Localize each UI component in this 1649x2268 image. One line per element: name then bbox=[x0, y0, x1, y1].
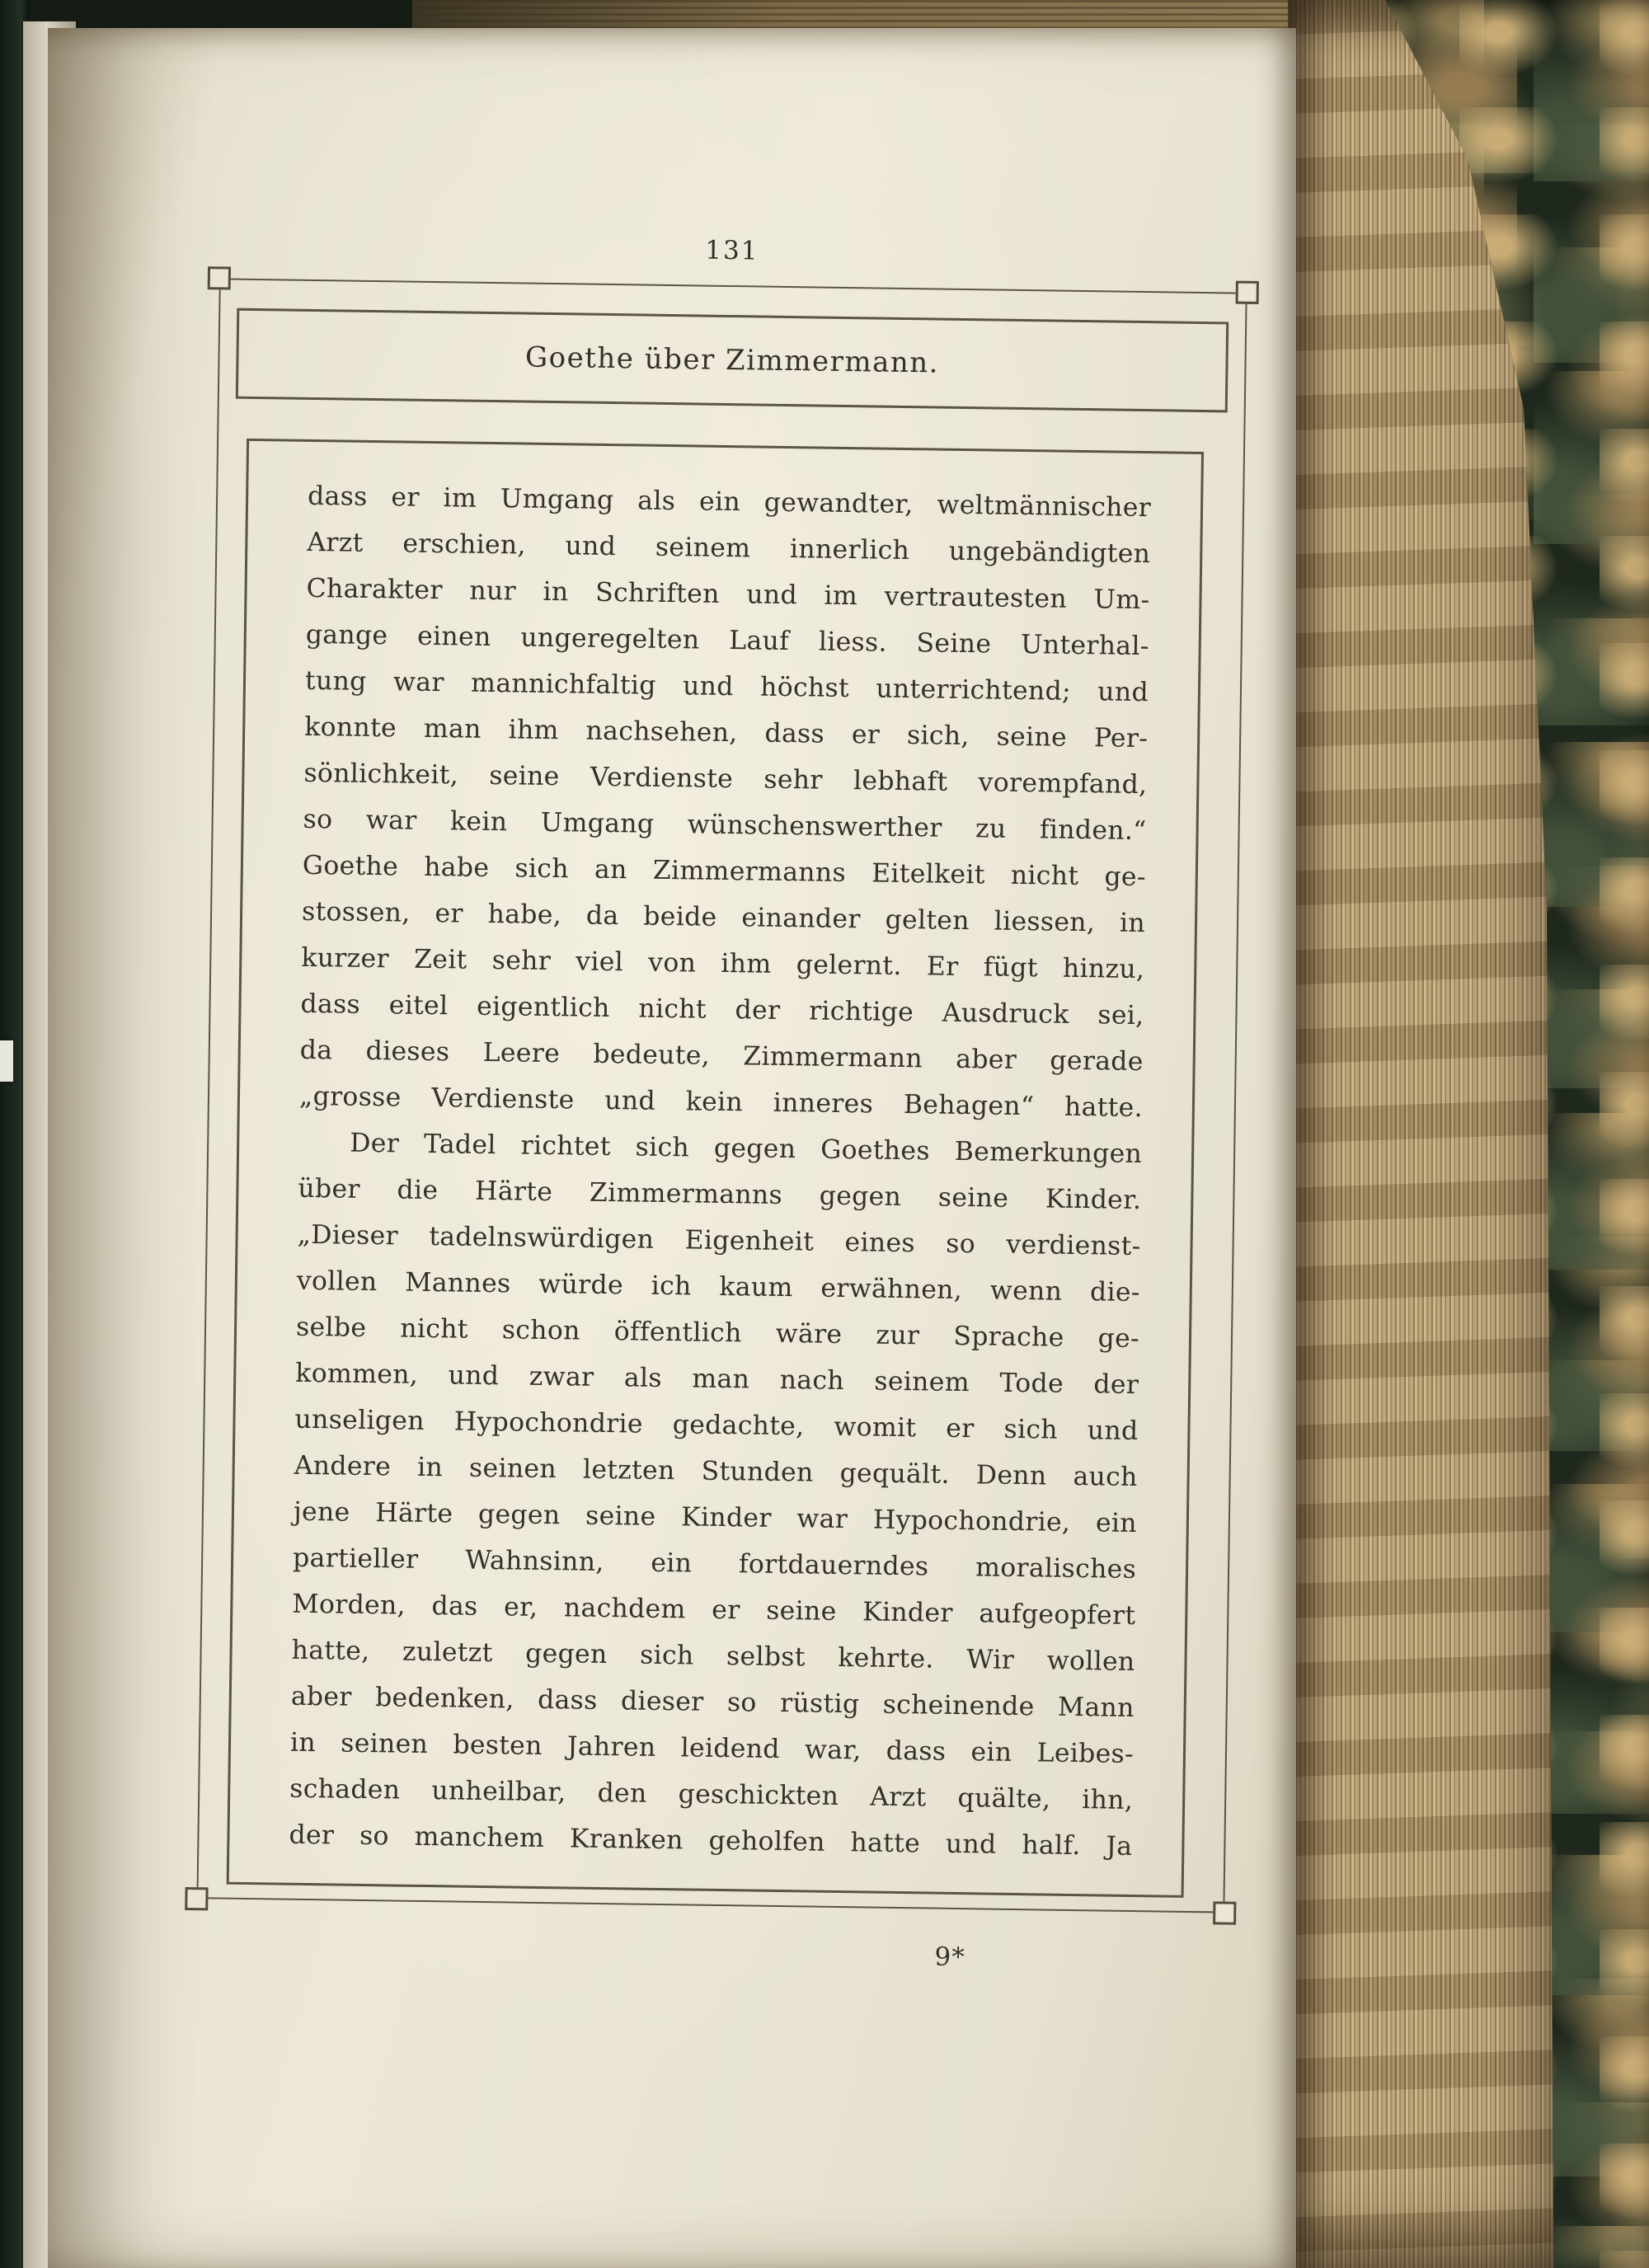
text-line: unseligen Hypochondrie gedachte, womit er sich und bbox=[294, 1404, 1139, 1447]
text-line: dass eitel eigentlich nicht der richtige Ausdruck sei, bbox=[300, 988, 1144, 1031]
text-line: Charakter nur in Schriften und im vertrautesten Um- bbox=[306, 573, 1150, 616]
text-line: Arzt erschien, und seinem innerlich ungebändigten bbox=[307, 527, 1151, 570]
text-line: Der Tadel richtet sich gegen Goethes Bemerkungen bbox=[349, 1128, 1143, 1170]
text-line: gange einen ungeregelten Lauf liess. Seine Unterhal- bbox=[305, 619, 1149, 662]
text-line: partieller Wahnsinn, ein fortdauerndes moralisches bbox=[292, 1543, 1137, 1585]
text-line: dass er im Umgang als ein gewandter, weltmännischer bbox=[307, 481, 1152, 524]
page-title: Goethe über Zimmermann. bbox=[524, 340, 940, 380]
text-line: in seinen besten Jahren leidend war, dass ein Leibes- bbox=[289, 1727, 1135, 1770]
text-line: da dieses Leere bedeute, Zimmermann aber gerade bbox=[299, 1035, 1144, 1078]
text-line: jene Härte gegen seine Kinder war Hypochondrie, ein bbox=[293, 1496, 1138, 1539]
frame-corner-square bbox=[1213, 1901, 1236, 1924]
signature-mark: 9* bbox=[934, 1942, 965, 1973]
text-line: so war kein Umgang wünschenswerther zu finden.“ bbox=[303, 804, 1147, 847]
body-text bbox=[289, 473, 1151, 1870]
text-line: sönlichkeit, seine Verdienste sehr lebhaft vorempfand, bbox=[303, 758, 1148, 801]
body-text-box bbox=[227, 439, 1204, 1898]
page-frame bbox=[196, 278, 1247, 1913]
text-line: kommen, und zwar als man nach seinem Tode der bbox=[295, 1358, 1139, 1401]
printed-area bbox=[31, 19, 1311, 2268]
text-line: selbe nicht schon öffentlich wäre zur Sprache ge- bbox=[295, 1312, 1140, 1355]
frame-corner-square bbox=[1236, 281, 1259, 304]
text-line: der so manchem Kranken geholfen hatte und half. Ja bbox=[289, 1820, 1133, 1862]
text-line: Morden, das er, nachdem er seine Kinder aufgeopfert bbox=[292, 1589, 1136, 1632]
frame-corner-square bbox=[185, 1887, 208, 1910]
page-corner-chip bbox=[0, 1040, 13, 1082]
text-line: Andere in seinen letzten Stunden gequält. Denn auch bbox=[294, 1450, 1138, 1493]
text-line: hatte, zuletzt gegen sich selbst kehrte. Wir wollen bbox=[291, 1635, 1135, 1678]
text-line: „Dieser tadelnswürdigen Eigenheit eines so verdienst- bbox=[297, 1219, 1141, 1262]
page-number: 131 bbox=[705, 235, 759, 266]
text-line: über die Härte Zimmermanns gegen seine Kinder. bbox=[298, 1173, 1142, 1216]
text-line: schaden unheilbar, den geschickten Arzt quälte, ihn, bbox=[289, 1773, 1134, 1816]
text-line: vollen Mannes würde ich kaum erwähnen, wenn die- bbox=[296, 1265, 1141, 1308]
text-line: kurzer Zeit sehr viel von ihm gelernt. Er fügt hinzu, bbox=[301, 942, 1145, 985]
text-line: aber bedenken, dass dieser so rüstig scheinende Mann bbox=[290, 1681, 1135, 1724]
book-page bbox=[48, 28, 1296, 2268]
text-line: stossen, er habe, da beide einander gelten liessen, in bbox=[301, 896, 1146, 939]
frame-corner-square bbox=[208, 266, 231, 289]
text-line: Goethe habe sich an Zimmermanns Eitelkeit nicht ge- bbox=[302, 850, 1147, 893]
text-line: konnte man ihm nachsehen, dass er sich, seine Per- bbox=[304, 711, 1149, 754]
running-head-box bbox=[236, 308, 1229, 413]
text-line: „grosse Verdienste und kein inneres Behagen“ hatte. bbox=[298, 1081, 1144, 1124]
text-line: tung war mannichfaltig und höchst unterrichtend; und bbox=[304, 665, 1149, 708]
